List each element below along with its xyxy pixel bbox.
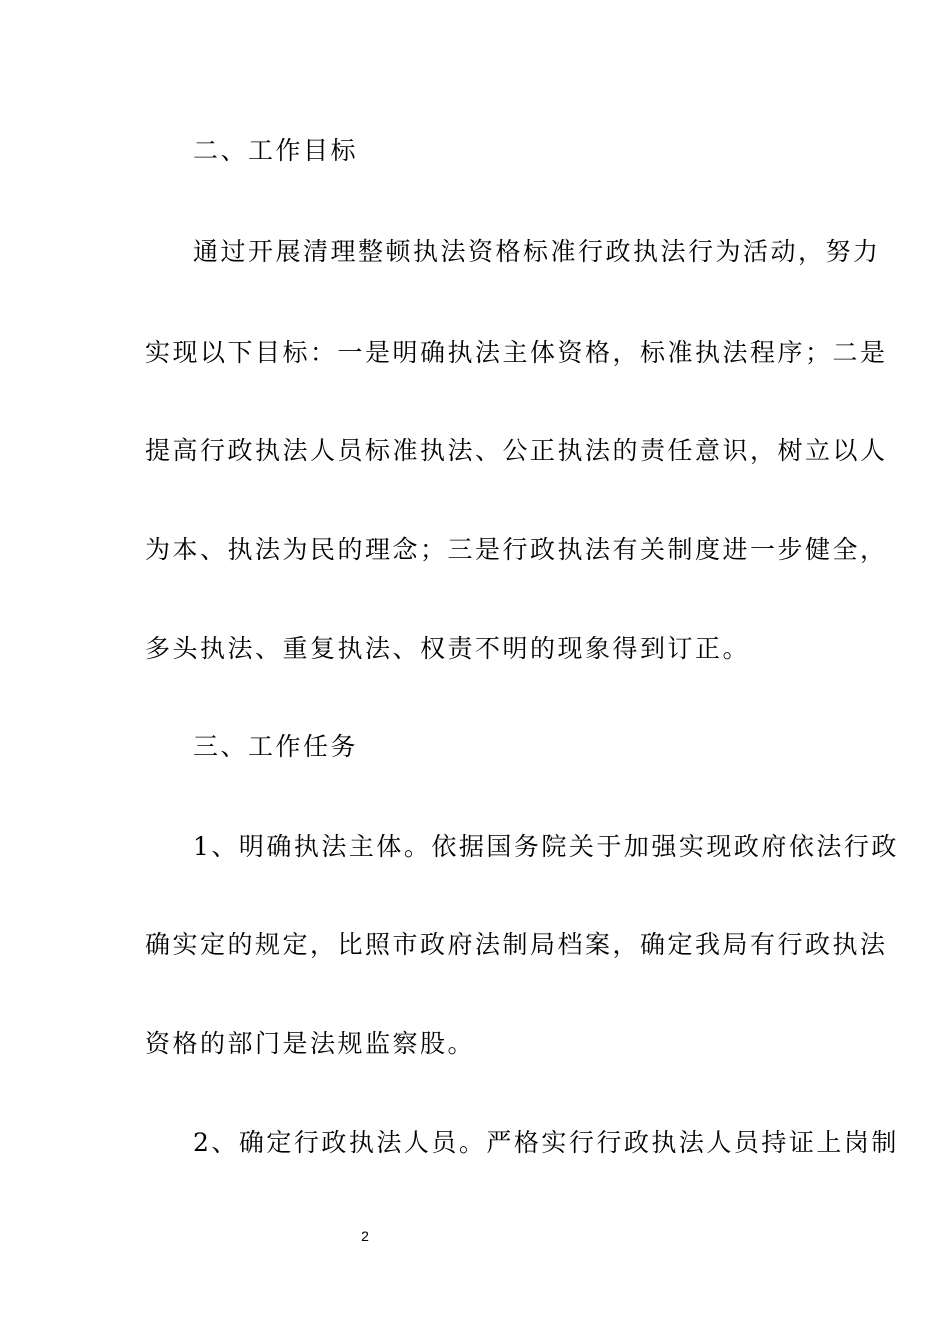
page-number: 2 (361, 1228, 369, 1244)
paragraph-line: 提高行政执法人员标准执法、公正执法的责任意识，树立以人 (145, 436, 888, 465)
section-heading-work-goals: 二、工作目标 (193, 136, 359, 165)
paragraph-line: 实现以下目标：一是明确执法主体资格，标准执法程序；二是 (145, 338, 888, 367)
paragraph-line: 资格的部门是法规监察股。 (145, 1029, 476, 1058)
paragraph-line: 为本、执法为民的理念；三是行政执法有关制度进一步健全， (145, 535, 888, 564)
paragraph-line: 通过开展清理整顿执法资格标准行政执法行为活动，努力 (193, 237, 881, 266)
paragraph-line: 1、明确执法主体。依据国务院关于加强实现政府依法行政 (193, 832, 899, 861)
paragraph-line: 2、确定行政执法人员。严格实行行政执法人员持证上岗制 (193, 1128, 899, 1157)
paragraph-line: 确实定的规定，比照市政府法制局档案，确定我局有行政执法 (145, 930, 888, 959)
paragraph-line: 多头执法、重复执法、权责不明的现象得到订正。 (145, 634, 751, 663)
section-heading-work-tasks: 三、工作任务 (193, 732, 359, 761)
